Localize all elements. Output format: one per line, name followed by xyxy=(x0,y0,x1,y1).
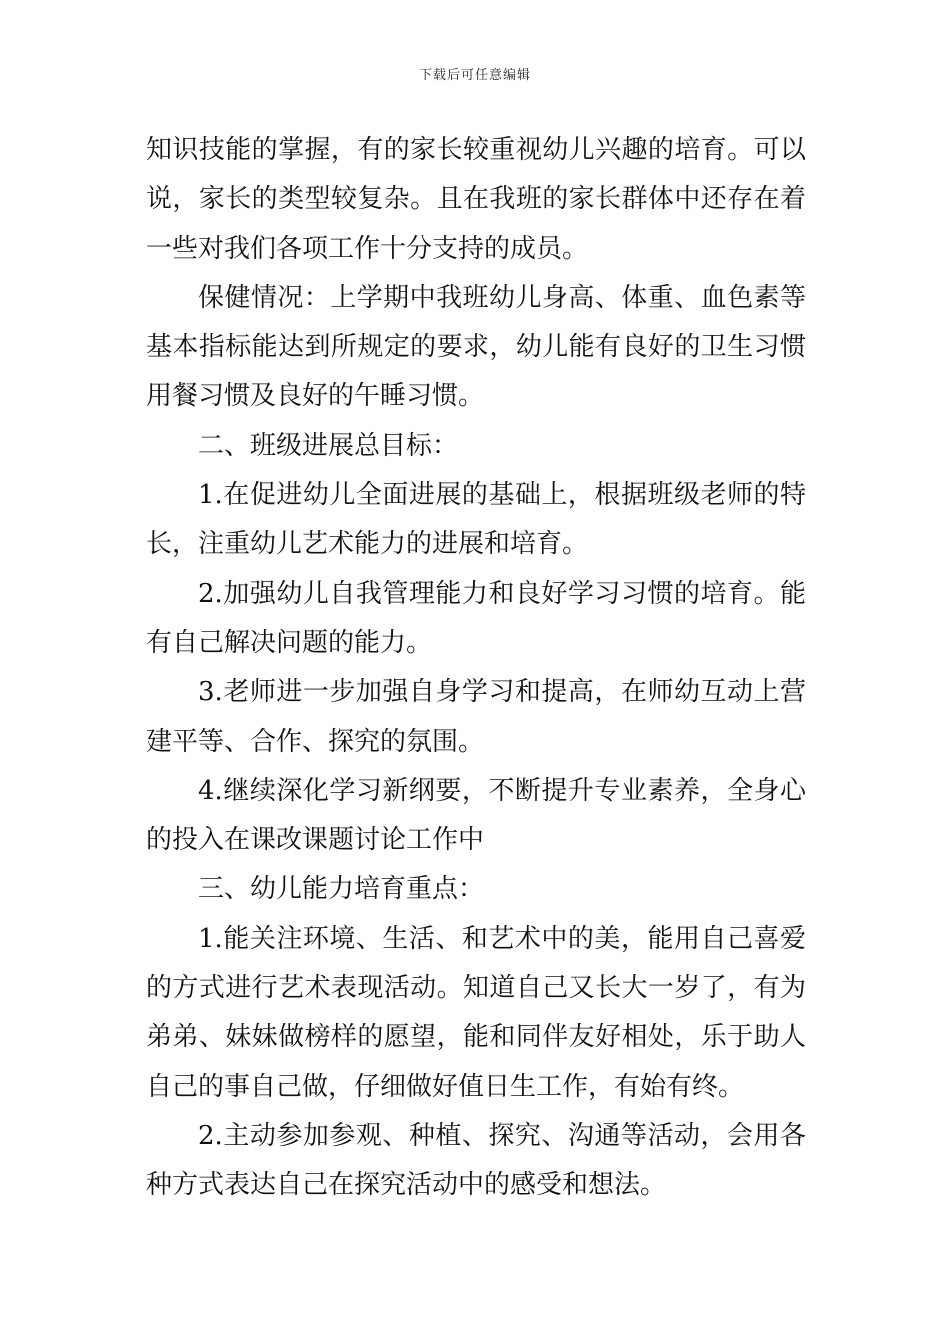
section-heading-class-goals: 二、班级进展总目标： xyxy=(198,430,459,461)
paragraph-health-status: 保健情况：上学期中我班幼儿身高、体重、血色素等基本指标能达到所规定的要求，幼儿能有良好的卫生习惯用餐习惯及良好的午睡习惯。 xyxy=(146,282,806,412)
goal-item-4: 4.继续深化学习新纲要，不断提升专业素养，全身心的投入在课改课题讨论工作中 xyxy=(146,775,806,856)
page-header: 下载后可任意编辑 xyxy=(418,68,531,83)
goal-item-1: 1.在促进幼儿全面进展的基础上，根据班级老师的特长，注重幼儿艺术能力的进展和培育。 xyxy=(146,480,806,560)
goal-item-2: 2.加强幼儿自我管理能力和良好学习习惯的培育。能有自己解决问题的能力。 xyxy=(146,578,806,658)
paragraph-parent-types: 知识技能的掌握，有的家长较重视幼儿兴趣的培育。可以说，家长的类型较复杂。且在我班的家长群体中还存在着一些对我们各项工作十分支持的成员。 xyxy=(146,135,806,264)
goal-item-3: 3.老师进一步加强自身学习和提高，在师幼互动上营建平等、合作、探究的氛围。 xyxy=(146,677,806,757)
focus-item-1: 1.能关注环境、生活、和艺术中的美，能用自己喜爱的方式进行艺术表现活动。知道自己又长大一岁了，有为弟弟、妹妹做榜样的愿望，能和同伴友好相处，乐于助人自己的事自己做，仔细做好值日生工作，有始有终。 xyxy=(146,923,806,1102)
focus-item-2: 2.主动参加参观、种植、探究、沟通等活动，会用各种方式表达自己在探究活动中的感受和想法。 xyxy=(146,1120,806,1201)
document-body xyxy=(146,126,806,1211)
section-heading-ability-focus: 三、幼儿能力培育重点： xyxy=(198,874,485,905)
